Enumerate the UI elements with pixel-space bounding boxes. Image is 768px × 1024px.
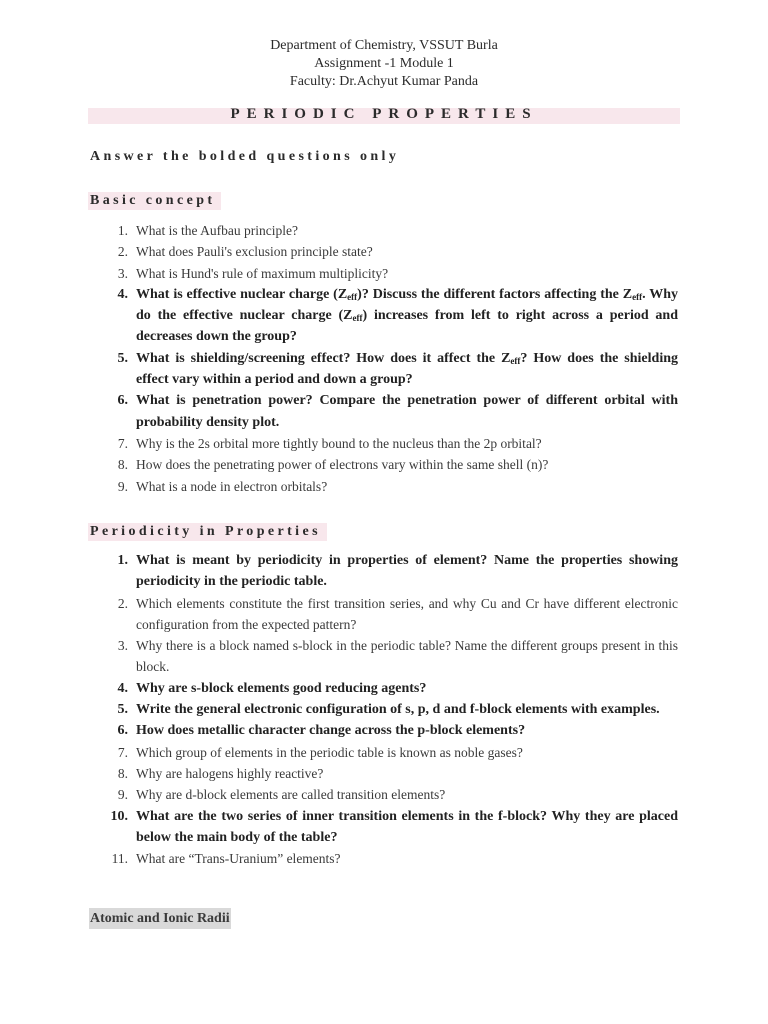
document-header (0, 37, 768, 91)
question-number: 3. (117, 638, 128, 654)
section-heading-atomic-ionic-radii: Atomic and Ionic Radii (89, 908, 231, 929)
basic-concept-questions (90, 220, 678, 497)
question-text: Which group of elements in the periodic table is known as noble gases? (136, 744, 523, 760)
question-text: What does Pauli's exclusion principle state? (136, 244, 373, 260)
question-number: 8. (117, 765, 128, 781)
question-item (90, 220, 678, 241)
question-number: 5. (117, 702, 128, 718)
question-text: How does metallic character change across the p-block elements? (136, 723, 526, 739)
question-number: 6. (117, 393, 128, 409)
question-text: What is Hund's rule of maximum multiplicity? (136, 265, 389, 281)
question-text: What is meant by periodicity in properties of element? Name the properties showing periodicity in the periodic table. (136, 553, 678, 590)
question-item (90, 848, 678, 869)
question-item (90, 263, 678, 284)
question-item-bold (90, 284, 678, 348)
assignment-line: Assignment -1 Module 1 (314, 56, 454, 71)
question-item (90, 763, 678, 784)
question-number: 7. (117, 744, 128, 760)
faculty-line: Faculty: Dr.Achyut Kumar Panda (289, 74, 479, 89)
question-item-bold (90, 678, 678, 699)
question-item (90, 593, 678, 636)
question-text: Why are d-block elements are called transition elements? (136, 787, 446, 803)
question-number: 3. (117, 265, 128, 281)
question-text: Why are halogens highly reactive? (136, 765, 324, 781)
question-text: Why is the 2s orbital more tightly bound to the nucleus than the 2p orbital? (136, 435, 542, 451)
periodicity-questions (90, 550, 678, 869)
question-text: How does the penetrating power of electrons vary within the same shell (n)? (136, 457, 549, 473)
question-text: Why are s-block elements good reducing agents? (136, 680, 427, 696)
question-text: Why there is a block named s-block in the periodic table? Name the different groups present in this block. (136, 638, 678, 675)
question-text: What is the Aufbau principle? (136, 223, 298, 238)
question-number: 8. (117, 457, 128, 473)
question-number: 11. (111, 851, 128, 867)
question-item-bold (90, 390, 678, 433)
question-item (90, 454, 678, 475)
section-heading-basic-concept: Basic concept (88, 192, 221, 210)
question-number: 9. (117, 478, 128, 494)
question-number: 1. (117, 223, 128, 238)
question-item-bold (90, 550, 678, 593)
question-item-bold (90, 348, 678, 391)
question-text: Write the general electronic configuration of s, p, d and f-block elements with examples. (136, 702, 660, 718)
question-number: 2. (117, 244, 128, 260)
question-item-bold (90, 806, 678, 849)
question-text: What are the two series of inner transition elements in the f-block? Why they are placed below the main body of the table? (136, 808, 678, 845)
question-text: What is effective nuclear charge $(Z_{eff})$? Discuss the different factors affecting the $Z_{eff}$. Why do the effective nuclear charge $(Z_{eff})$ increases from left to right across a period and decreases down the group? (136, 286, 679, 345)
question-number: 9. (117, 787, 128, 803)
question-number: 2. (117, 595, 128, 611)
section-heading-periodicity: Periodicity in Properties (88, 523, 327, 541)
instruction-text: Answer the bolded questions only (90, 149, 400, 164)
question-number: 7. (117, 435, 128, 451)
question-text: What are “Trans-Uranium” elements? (136, 851, 341, 867)
page-title: PERIODIC PROPERTIES (230, 106, 538, 122)
question-number: 4. (117, 680, 128, 696)
question-text: What is penetration power? Compare the penetration power of different orbital with probability density plot. (136, 393, 678, 430)
question-item (90, 742, 678, 763)
question-number: 4. (117, 286, 128, 302)
question-text: Which elements constitute the first transition series, and why Cu and Cr have different electronic configuration from the expected pattern? (136, 595, 678, 632)
question-number: 5. (117, 350, 128, 366)
question-item (90, 635, 678, 678)
question-text: What is shielding/screening effect? How does it affect the $Z_{eff}$? How does the shielding effect vary within a period and down a group? (136, 350, 678, 388)
question-item (90, 784, 678, 805)
question-item (90, 476, 678, 497)
question-item (90, 241, 678, 262)
question-item-bold (90, 699, 678, 720)
question-item-bold (90, 720, 678, 741)
question-number: 1. (117, 553, 128, 568)
department-line: Department of Chemistry, VSSUT Burla (270, 38, 498, 53)
question-number: 6. (117, 723, 128, 739)
question-text: What is a node in electron orbitals? (136, 478, 328, 494)
question-number: 10. (110, 808, 128, 824)
question-item (90, 433, 678, 454)
